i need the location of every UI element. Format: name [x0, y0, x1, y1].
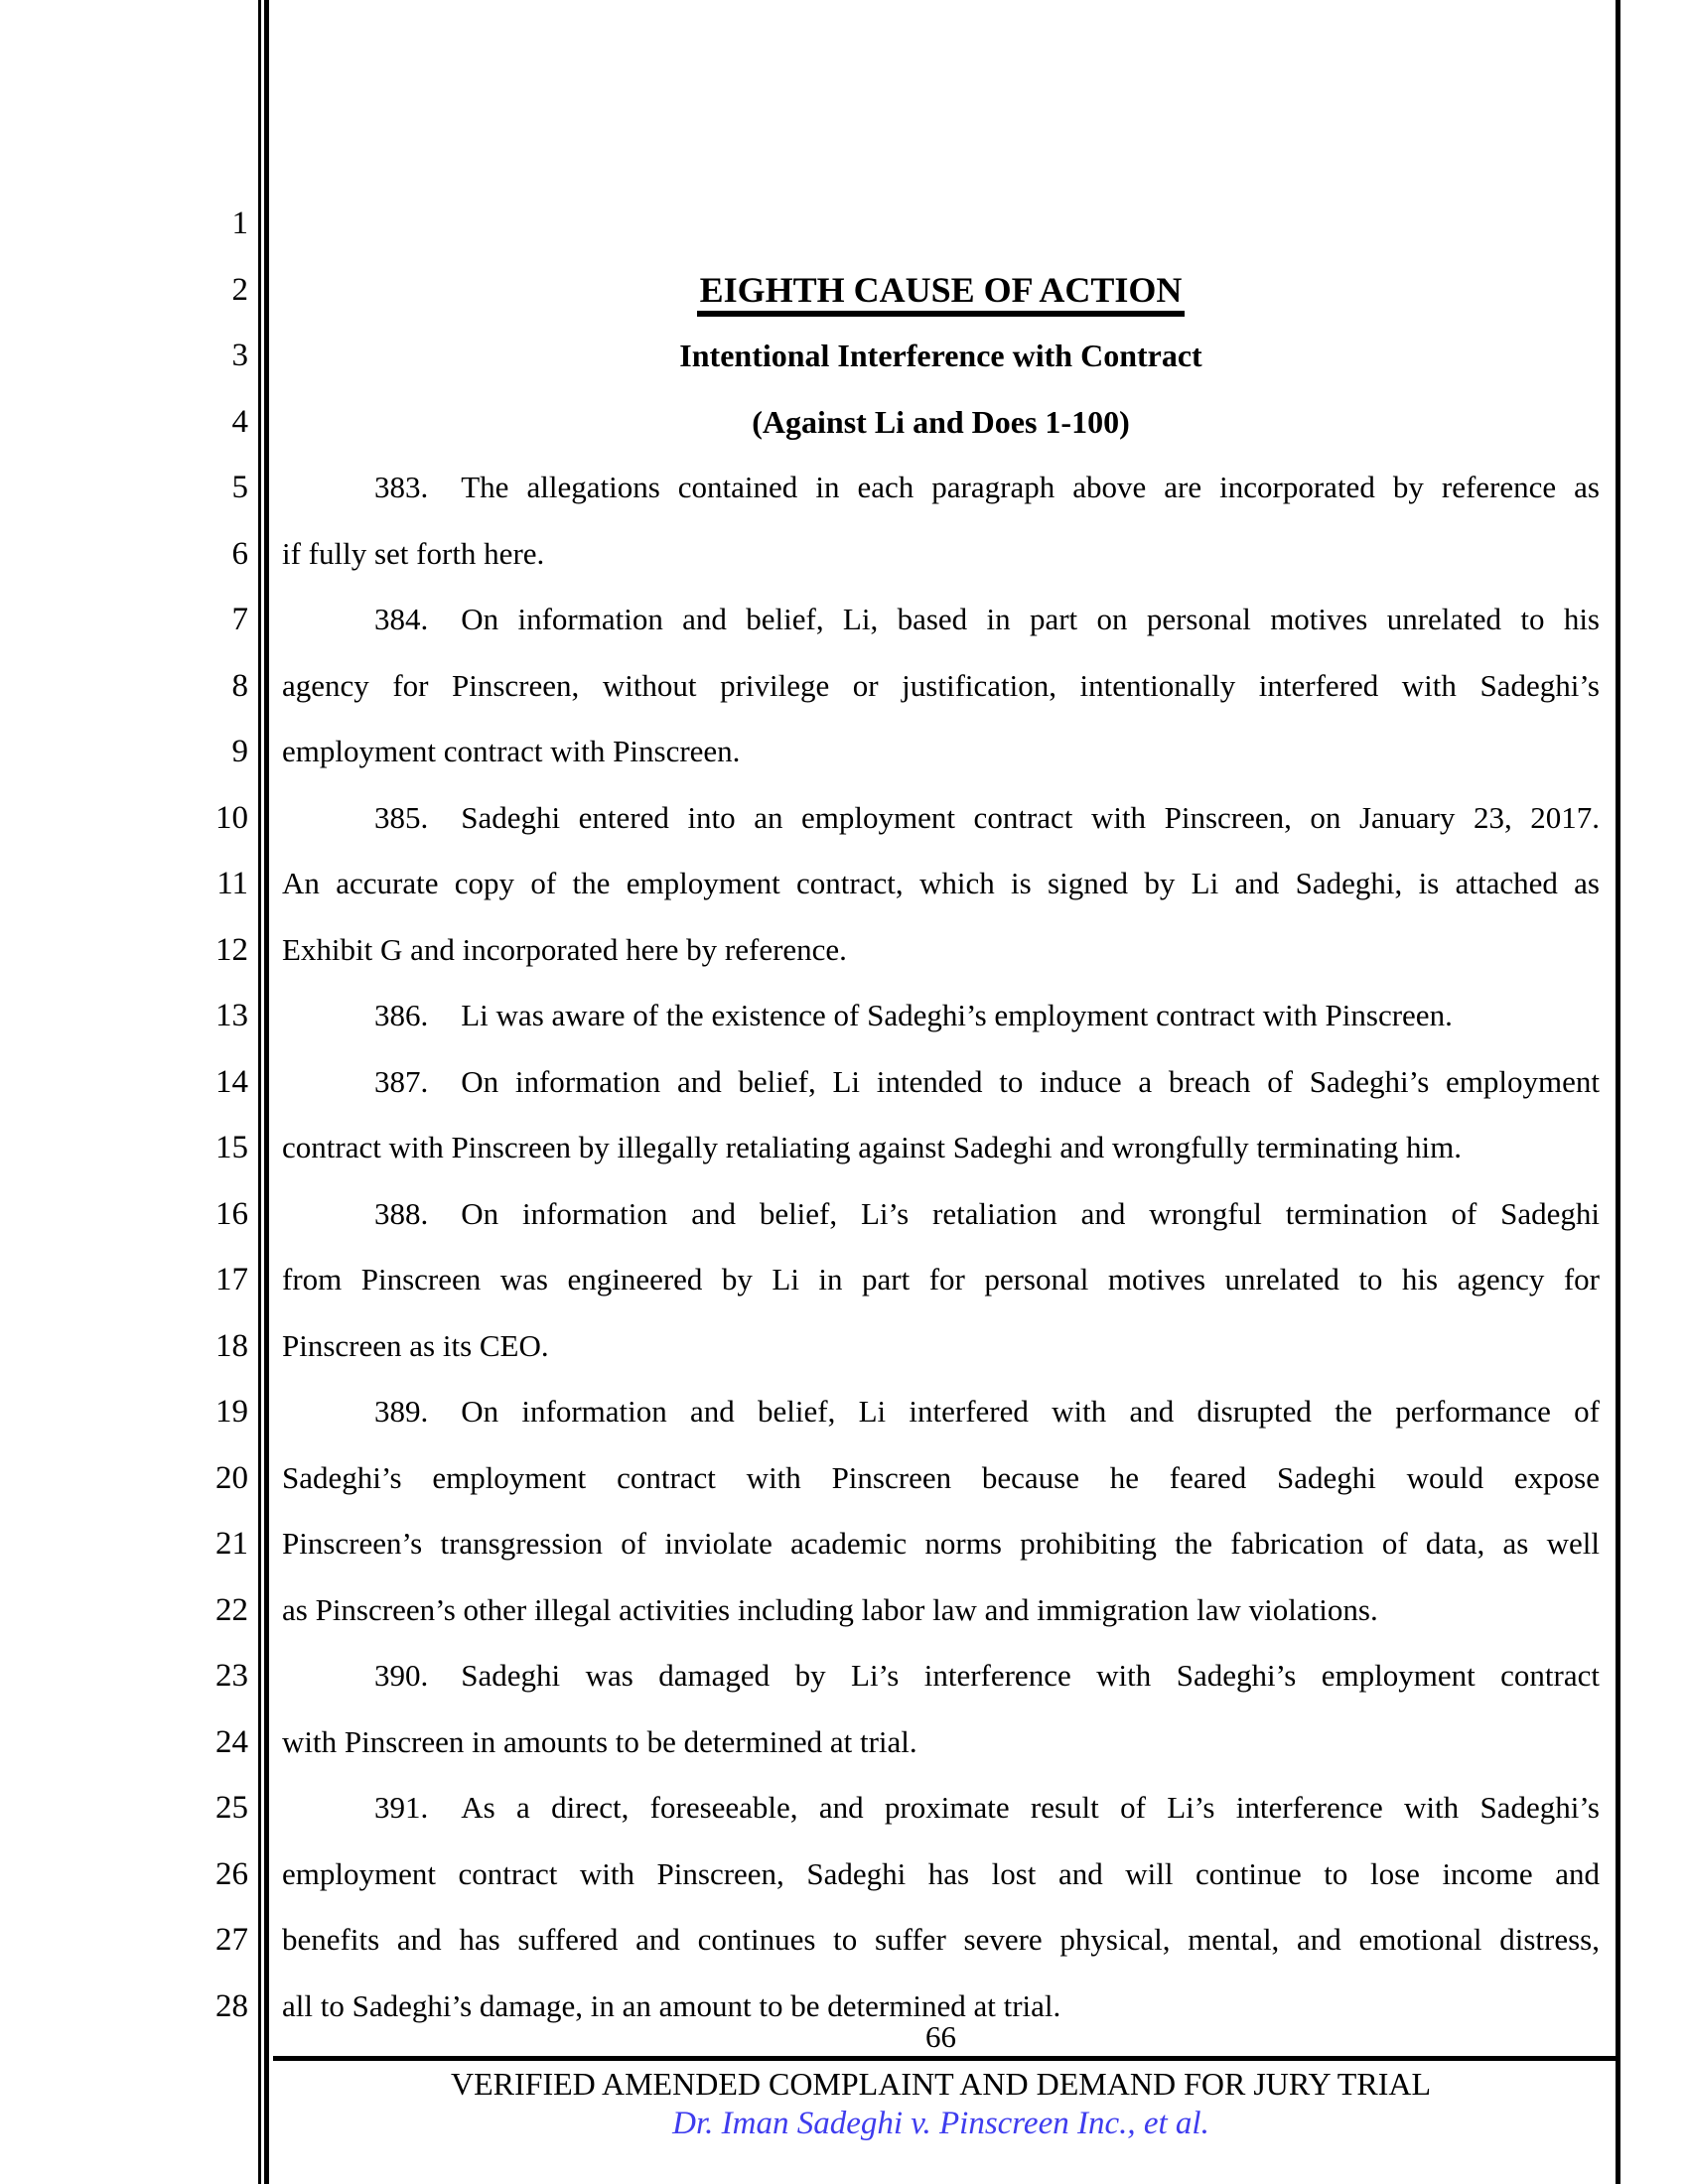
line-number: 22	[215, 1591, 248, 1628]
line-number: 2	[231, 271, 248, 308]
document-line: benefits and has suffered and continues to suffer severe physical, mental, and emotional distress,	[282, 1922, 1600, 1957]
footer-rule	[273, 2056, 1619, 2061]
line-number: 20	[215, 1459, 248, 1496]
footer-title: VERIFIED AMENDED COMPLAINT AND DEMAND FOR JURY TRIAL	[450, 2066, 1431, 2102]
paragraph-number: 388.	[374, 1195, 429, 1231]
line-text: The allegations contained in each paragraph above are incorporated by reference as	[461, 470, 1600, 504]
line-number: 7	[231, 602, 248, 637]
document-line: from Pinscreen was engineered by Li in part for personal motives unrelated to his agency for	[282, 1262, 1600, 1297]
document-line	[282, 1049, 1600, 1116]
line-number: 11	[216, 866, 248, 901]
document-line: employment contract with Pinscreen.	[282, 734, 741, 768]
line-number: 23	[215, 1658, 248, 1694]
line-number: 21	[215, 1526, 248, 1562]
line-number: 26	[215, 1855, 248, 1892]
document-line: contract with Pinscreen by illegally retaliating against Sadeghi and wrongfully terminating him.	[282, 1130, 1463, 1164]
paragraph-number: 390.	[374, 1658, 429, 1693]
line-text: On information and belief, Li intended to induce a breach of Sadeghi’s employment	[461, 1063, 1600, 1099]
paragraph-number: 391.	[374, 1790, 429, 1825]
line-number: 9	[231, 734, 248, 769]
paragraph-number: 383.	[374, 470, 429, 504]
line-text: On information and belief, Li, based in part on personal motives unrelated to his	[461, 602, 1600, 636]
document-line: all to Sadeghi’s damage, in an amount to be determined at trial.	[282, 1987, 1061, 2023]
blank-line	[282, 191, 1600, 257]
line-number: 3	[231, 338, 248, 373]
line-number: 27	[215, 1922, 248, 1958]
line-text: On information and belief, Li’s retaliation and wrongful termination of Sadeghi	[461, 1195, 1600, 1231]
line-text: Sadeghi entered into an employment contract with Pinscreen, on January 23, 2017.	[461, 799, 1600, 835]
line-number: 13	[215, 998, 248, 1033]
left-double-rule-inner	[264, 0, 269, 2184]
line-number: 8	[231, 667, 248, 704]
document-line	[282, 587, 1600, 653]
document-line: Sadeghi’s employment contract with Pinscreen because he feared Sadeghi would expose	[282, 1459, 1600, 1495]
paragraph-number: 389.	[374, 1394, 429, 1429]
line-text: On information and belief, Li interfered with and disrupted the performance of	[461, 1394, 1600, 1429]
document-line	[282, 1643, 1600, 1709]
cause-parties: (Against Li and Does 1-100)	[752, 403, 1130, 440]
document-line	[282, 983, 1600, 1049]
line-number: 5	[231, 470, 248, 505]
line-number: 17	[215, 1262, 248, 1297]
cause-subtitle: Intentional Interference with Contract	[679, 338, 1202, 373]
document-body	[282, 191, 1600, 2039]
line-number: 18	[215, 1327, 248, 1364]
line-number: 24	[215, 1723, 248, 1760]
document-line	[282, 1181, 1600, 1248]
line-number: 4	[231, 403, 248, 440]
left-double-rule-outer	[258, 0, 261, 2184]
line-number: 28	[215, 1987, 248, 2024]
paragraph-number: 386.	[374, 998, 429, 1032]
line-text: Li was aware of the existence of Sadeghi’s employment contract with Pinscreen.	[461, 998, 1453, 1032]
line-text: As a direct, foreseeable, and proximate result of Li’s interference with Sadeghi’s	[461, 1790, 1600, 1825]
case-caption: Dr. Iman Sadeghi v. Pinscreen Inc., et al.	[672, 2106, 1209, 2141]
line-number-gutter	[0, 191, 248, 2039]
document-line	[282, 1775, 1600, 1842]
page-number: 66	[925, 2019, 956, 2054]
line-number: 12	[215, 931, 248, 968]
cause-title-text: EIGHTH CAUSE OF ACTION	[697, 270, 1186, 317]
document-line: employment contract with Pinscreen, Sadeghi has lost and will continue to lose income and	[282, 1855, 1600, 1891]
document-line: An accurate copy of the employment contract, which is signed by Li and Sadeghi, is attached as	[282, 866, 1600, 900]
line-number: 14	[215, 1063, 248, 1100]
paragraph-number: 384.	[374, 602, 429, 636]
document-line: as Pinscreen’s other illegal activities including labor law and immigration law violations.	[282, 1591, 1378, 1627]
paragraph-number: 387.	[374, 1063, 429, 1099]
document-line	[282, 1379, 1600, 1445]
paragraph-number: 385.	[374, 799, 429, 835]
document-line: agency for Pinscreen, without privilege or justification, intentionally interfered with Sadeghi’s	[282, 667, 1600, 703]
line-number: 16	[215, 1195, 248, 1232]
line-number: 25	[215, 1790, 248, 1826]
document-line: if fully set forth here.	[282, 535, 545, 571]
cause-title	[282, 257, 1600, 324]
document-line	[282, 785, 1600, 852]
line-number: 19	[215, 1394, 248, 1430]
document-line: Pinscreen as its CEO.	[282, 1327, 549, 1363]
document-line: Exhibit G and incorporated here by reference.	[282, 931, 847, 967]
document-line: with Pinscreen in amounts to be determined at trial.	[282, 1723, 917, 1759]
right-margin-rule	[1616, 0, 1620, 2184]
document-line: Pinscreen’s transgression of inviolate academic norms prohibiting the fabrication of data, as well	[282, 1526, 1600, 1561]
line-number: 15	[215, 1130, 248, 1165]
line-text: Sadeghi was damaged by Li’s interference with Sadeghi’s employment contract	[461, 1658, 1600, 1693]
line-number: 6	[231, 535, 248, 572]
line-number: 10	[215, 799, 248, 836]
document-line	[282, 455, 1600, 521]
line-number: 1	[231, 205, 248, 241]
